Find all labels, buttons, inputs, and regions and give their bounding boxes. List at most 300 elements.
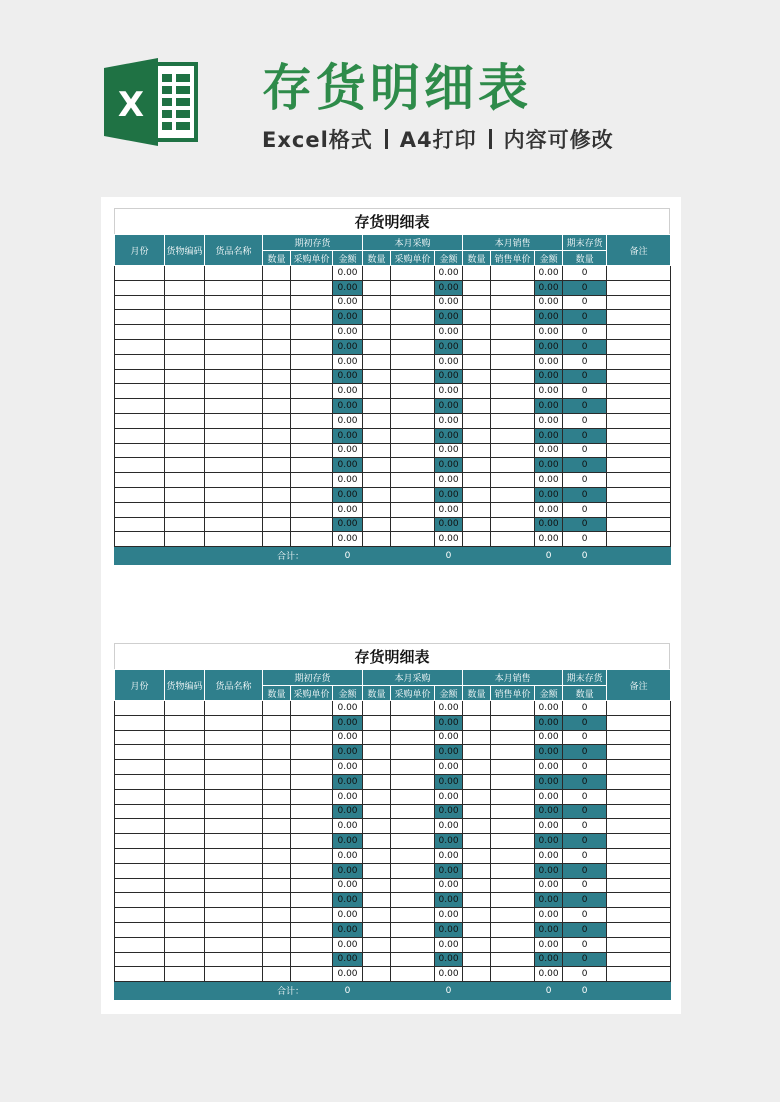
table-cell[interactable] bbox=[205, 325, 263, 340]
table-cell[interactable] bbox=[463, 502, 491, 517]
closing-qty-cell[interactable]: 0 bbox=[563, 428, 607, 443]
table-cell[interactable] bbox=[491, 280, 535, 295]
table-cell[interactable] bbox=[463, 848, 491, 863]
closing-qty-cell[interactable]: 0 bbox=[563, 517, 607, 532]
amount-cell[interactable]: 0.00 bbox=[435, 922, 463, 937]
table-cell[interactable] bbox=[363, 280, 391, 295]
table-cell[interactable] bbox=[291, 863, 333, 878]
table-cell[interactable] bbox=[291, 487, 333, 502]
table-cell[interactable] bbox=[491, 532, 535, 547]
table-cell[interactable] bbox=[291, 701, 333, 716]
table-cell[interactable] bbox=[115, 310, 165, 325]
table-cell[interactable] bbox=[391, 428, 435, 443]
table-cell[interactable] bbox=[291, 760, 333, 775]
amount-cell[interactable]: 0.00 bbox=[535, 893, 563, 908]
table-cell[interactable] bbox=[165, 893, 205, 908]
table-cell[interactable] bbox=[391, 745, 435, 760]
table-cell[interactable] bbox=[607, 819, 671, 834]
amount-cell[interactable]: 0.00 bbox=[535, 413, 563, 428]
amount-cell[interactable]: 0.00 bbox=[535, 369, 563, 384]
table-cell[interactable] bbox=[391, 280, 435, 295]
table-cell[interactable] bbox=[463, 834, 491, 849]
table-cell[interactable] bbox=[391, 487, 435, 502]
closing-qty-cell[interactable]: 0 bbox=[563, 473, 607, 488]
table-cell[interactable] bbox=[291, 266, 333, 281]
amount-cell[interactable]: 0.00 bbox=[333, 893, 363, 908]
table-cell[interactable] bbox=[363, 443, 391, 458]
closing-qty-cell[interactable]: 0 bbox=[563, 789, 607, 804]
table-cell[interactable] bbox=[115, 443, 165, 458]
table-cell[interactable] bbox=[263, 325, 291, 340]
table-cell[interactable] bbox=[291, 310, 333, 325]
table-cell[interactable] bbox=[205, 502, 263, 517]
closing-qty-cell[interactable]: 0 bbox=[563, 310, 607, 325]
amount-cell[interactable]: 0.00 bbox=[535, 428, 563, 443]
table-cell[interactable] bbox=[463, 715, 491, 730]
table-cell[interactable] bbox=[165, 428, 205, 443]
amount-cell[interactable]: 0.00 bbox=[333, 952, 363, 967]
table-cell[interactable] bbox=[463, 878, 491, 893]
table-cell[interactable] bbox=[463, 473, 491, 488]
closing-qty-cell[interactable]: 0 bbox=[563, 878, 607, 893]
table-cell[interactable] bbox=[363, 819, 391, 834]
table-cell[interactable] bbox=[205, 517, 263, 532]
table-cell[interactable] bbox=[491, 354, 535, 369]
table-cell[interactable] bbox=[291, 325, 333, 340]
table-cell[interactable] bbox=[291, 774, 333, 789]
table-cell[interactable] bbox=[165, 502, 205, 517]
table-cell[interactable] bbox=[205, 789, 263, 804]
table-cell[interactable] bbox=[363, 952, 391, 967]
amount-cell[interactable]: 0.00 bbox=[535, 848, 563, 863]
table-cell[interactable] bbox=[491, 908, 535, 923]
amount-cell[interactable]: 0.00 bbox=[535, 384, 563, 399]
table-cell[interactable] bbox=[363, 369, 391, 384]
table-cell[interactable] bbox=[363, 487, 391, 502]
table-cell[interactable] bbox=[463, 701, 491, 716]
table-cell[interactable] bbox=[607, 532, 671, 547]
amount-cell[interactable]: 0.00 bbox=[535, 863, 563, 878]
table-cell[interactable] bbox=[291, 428, 333, 443]
amount-cell[interactable]: 0.00 bbox=[435, 848, 463, 863]
table-cell[interactable] bbox=[391, 473, 435, 488]
amount-cell[interactable]: 0.00 bbox=[435, 339, 463, 354]
table-cell[interactable] bbox=[491, 384, 535, 399]
table-cell[interactable] bbox=[607, 502, 671, 517]
table-cell[interactable] bbox=[291, 413, 333, 428]
table-cell[interactable] bbox=[363, 774, 391, 789]
amount-cell[interactable]: 0.00 bbox=[435, 937, 463, 952]
table-cell[interactable] bbox=[165, 952, 205, 967]
table-cell[interactable] bbox=[165, 443, 205, 458]
amount-cell[interactable]: 0.00 bbox=[333, 413, 363, 428]
table-cell[interactable] bbox=[115, 937, 165, 952]
table-cell[interactable] bbox=[607, 774, 671, 789]
table-cell[interactable] bbox=[463, 310, 491, 325]
amount-cell[interactable]: 0.00 bbox=[333, 428, 363, 443]
amount-cell[interactable]: 0.00 bbox=[435, 384, 463, 399]
table-cell[interactable] bbox=[607, 339, 671, 354]
table-cell[interactable] bbox=[115, 922, 165, 937]
amount-cell[interactable]: 0.00 bbox=[333, 354, 363, 369]
table-cell[interactable] bbox=[607, 517, 671, 532]
table-cell[interactable] bbox=[363, 893, 391, 908]
amount-cell[interactable]: 0.00 bbox=[535, 789, 563, 804]
amount-cell[interactable]: 0.00 bbox=[435, 399, 463, 414]
table-cell[interactable] bbox=[607, 760, 671, 775]
table-cell[interactable] bbox=[463, 458, 491, 473]
table-cell[interactable] bbox=[205, 354, 263, 369]
amount-cell[interactable]: 0.00 bbox=[333, 819, 363, 834]
table-cell[interactable] bbox=[607, 487, 671, 502]
amount-cell[interactable]: 0.00 bbox=[333, 310, 363, 325]
table-cell[interactable] bbox=[115, 532, 165, 547]
table-cell[interactable] bbox=[463, 774, 491, 789]
table-cell[interactable] bbox=[291, 369, 333, 384]
table-cell[interactable] bbox=[263, 413, 291, 428]
table-cell[interactable] bbox=[263, 848, 291, 863]
table-cell[interactable] bbox=[205, 730, 263, 745]
amount-cell[interactable]: 0.00 bbox=[333, 517, 363, 532]
table-cell[interactable] bbox=[391, 413, 435, 428]
closing-qty-cell[interactable]: 0 bbox=[563, 819, 607, 834]
table-cell[interactable] bbox=[607, 354, 671, 369]
closing-qty-cell[interactable]: 0 bbox=[563, 266, 607, 281]
table-cell[interactable] bbox=[291, 295, 333, 310]
table-cell[interactable] bbox=[291, 834, 333, 849]
table-cell[interactable] bbox=[291, 878, 333, 893]
table-cell[interactable] bbox=[491, 266, 535, 281]
amount-cell[interactable]: 0.00 bbox=[535, 443, 563, 458]
table-cell[interactable] bbox=[205, 908, 263, 923]
amount-cell[interactable]: 0.00 bbox=[435, 487, 463, 502]
table-cell[interactable] bbox=[363, 458, 391, 473]
amount-cell[interactable]: 0.00 bbox=[435, 745, 463, 760]
table-cell[interactable] bbox=[115, 266, 165, 281]
amount-cell[interactable]: 0.00 bbox=[535, 295, 563, 310]
table-cell[interactable] bbox=[291, 384, 333, 399]
table-cell[interactable] bbox=[263, 922, 291, 937]
amount-cell[interactable]: 0.00 bbox=[333, 789, 363, 804]
closing-qty-cell[interactable]: 0 bbox=[563, 715, 607, 730]
table-cell[interactable] bbox=[607, 280, 671, 295]
table-cell[interactable] bbox=[291, 517, 333, 532]
table-cell[interactable] bbox=[491, 774, 535, 789]
table-cell[interactable] bbox=[291, 458, 333, 473]
table-cell[interactable] bbox=[263, 266, 291, 281]
table-cell[interactable] bbox=[115, 908, 165, 923]
table-cell[interactable] bbox=[607, 908, 671, 923]
table-cell[interactable] bbox=[391, 354, 435, 369]
table-cell[interactable] bbox=[391, 819, 435, 834]
table-cell[interactable] bbox=[291, 473, 333, 488]
table-cell[interactable] bbox=[205, 532, 263, 547]
amount-cell[interactable]: 0.00 bbox=[435, 369, 463, 384]
table-cell[interactable] bbox=[115, 413, 165, 428]
table-cell[interactable] bbox=[165, 354, 205, 369]
table-cell[interactable] bbox=[291, 502, 333, 517]
table-cell[interactable] bbox=[205, 458, 263, 473]
table-cell[interactable] bbox=[205, 760, 263, 775]
table-cell[interactable] bbox=[491, 952, 535, 967]
table-cell[interactable] bbox=[491, 413, 535, 428]
table-cell[interactable] bbox=[263, 908, 291, 923]
table-cell[interactable] bbox=[263, 715, 291, 730]
table-cell[interactable] bbox=[363, 715, 391, 730]
table-cell[interactable] bbox=[491, 893, 535, 908]
amount-cell[interactable]: 0.00 bbox=[333, 878, 363, 893]
table-cell[interactable] bbox=[463, 354, 491, 369]
table-cell[interactable] bbox=[165, 730, 205, 745]
table-cell[interactable] bbox=[263, 532, 291, 547]
table-cell[interactable] bbox=[391, 399, 435, 414]
table-cell[interactable] bbox=[165, 280, 205, 295]
table-cell[interactable] bbox=[463, 266, 491, 281]
table-cell[interactable] bbox=[115, 863, 165, 878]
table-cell[interactable] bbox=[115, 715, 165, 730]
table-cell[interactable] bbox=[363, 701, 391, 716]
amount-cell[interactable]: 0.00 bbox=[333, 848, 363, 863]
amount-cell[interactable]: 0.00 bbox=[435, 413, 463, 428]
table-cell[interactable] bbox=[363, 354, 391, 369]
closing-qty-cell[interactable]: 0 bbox=[563, 339, 607, 354]
table-cell[interactable] bbox=[463, 937, 491, 952]
amount-cell[interactable]: 0.00 bbox=[535, 310, 563, 325]
table-cell[interactable] bbox=[607, 715, 671, 730]
amount-cell[interactable]: 0.00 bbox=[333, 369, 363, 384]
closing-qty-cell[interactable]: 0 bbox=[563, 369, 607, 384]
table-cell[interactable] bbox=[391, 369, 435, 384]
table-cell[interactable] bbox=[363, 399, 391, 414]
table-cell[interactable] bbox=[391, 295, 435, 310]
closing-qty-cell[interactable]: 0 bbox=[563, 458, 607, 473]
table-cell[interactable] bbox=[165, 863, 205, 878]
table-cell[interactable] bbox=[463, 922, 491, 937]
table-cell[interactable] bbox=[391, 774, 435, 789]
amount-cell[interactable]: 0.00 bbox=[333, 967, 363, 982]
table-cell[interactable] bbox=[463, 804, 491, 819]
table-cell[interactable] bbox=[291, 715, 333, 730]
table-cell[interactable] bbox=[115, 384, 165, 399]
table-cell[interactable] bbox=[165, 266, 205, 281]
table-cell[interactable] bbox=[205, 487, 263, 502]
table-cell[interactable] bbox=[263, 893, 291, 908]
table-cell[interactable] bbox=[607, 937, 671, 952]
amount-cell[interactable]: 0.00 bbox=[535, 280, 563, 295]
table-cell[interactable] bbox=[391, 893, 435, 908]
closing-qty-cell[interactable]: 0 bbox=[563, 834, 607, 849]
amount-cell[interactable]: 0.00 bbox=[535, 458, 563, 473]
table-cell[interactable] bbox=[363, 804, 391, 819]
amount-cell[interactable]: 0.00 bbox=[535, 325, 563, 340]
amount-cell[interactable]: 0.00 bbox=[333, 443, 363, 458]
amount-cell[interactable]: 0.00 bbox=[535, 745, 563, 760]
table-cell[interactable] bbox=[607, 804, 671, 819]
table-cell[interactable] bbox=[165, 325, 205, 340]
table-cell[interactable] bbox=[607, 325, 671, 340]
amount-cell[interactable]: 0.00 bbox=[435, 443, 463, 458]
table-cell[interactable] bbox=[263, 952, 291, 967]
table-cell[interactable] bbox=[291, 443, 333, 458]
amount-cell[interactable]: 0.00 bbox=[435, 789, 463, 804]
amount-cell[interactable]: 0.00 bbox=[333, 715, 363, 730]
table-cell[interactable] bbox=[607, 878, 671, 893]
table-cell[interactable] bbox=[291, 908, 333, 923]
amount-cell[interactable]: 0.00 bbox=[435, 967, 463, 982]
table-cell[interactable] bbox=[263, 730, 291, 745]
table-cell[interactable] bbox=[363, 730, 391, 745]
table-cell[interactable] bbox=[363, 937, 391, 952]
closing-qty-cell[interactable]: 0 bbox=[563, 730, 607, 745]
table-cell[interactable] bbox=[607, 384, 671, 399]
table-cell[interactable] bbox=[491, 369, 535, 384]
closing-qty-cell[interactable]: 0 bbox=[563, 848, 607, 863]
closing-qty-cell[interactable]: 0 bbox=[563, 399, 607, 414]
table-cell[interactable] bbox=[607, 473, 671, 488]
table-cell[interactable] bbox=[391, 458, 435, 473]
closing-qty-cell[interactable]: 0 bbox=[563, 443, 607, 458]
table-cell[interactable] bbox=[463, 532, 491, 547]
amount-cell[interactable]: 0.00 bbox=[435, 473, 463, 488]
table-cell[interactable] bbox=[491, 922, 535, 937]
table-cell[interactable] bbox=[205, 834, 263, 849]
closing-qty-cell[interactable]: 0 bbox=[563, 863, 607, 878]
table-cell[interactable] bbox=[607, 893, 671, 908]
table-cell[interactable] bbox=[491, 487, 535, 502]
table-cell[interactable] bbox=[291, 937, 333, 952]
closing-qty-cell[interactable]: 0 bbox=[563, 532, 607, 547]
amount-cell[interactable]: 0.00 bbox=[435, 325, 463, 340]
table-cell[interactable] bbox=[291, 789, 333, 804]
table-cell[interactable] bbox=[491, 310, 535, 325]
table-cell[interactable] bbox=[263, 339, 291, 354]
amount-cell[interactable]: 0.00 bbox=[333, 325, 363, 340]
table-cell[interactable] bbox=[205, 384, 263, 399]
table-cell[interactable] bbox=[491, 789, 535, 804]
table-cell[interactable] bbox=[205, 310, 263, 325]
amount-cell[interactable]: 0.00 bbox=[435, 532, 463, 547]
table-cell[interactable] bbox=[115, 893, 165, 908]
table-cell[interactable] bbox=[115, 878, 165, 893]
table-cell[interactable] bbox=[263, 937, 291, 952]
amount-cell[interactable]: 0.00 bbox=[333, 834, 363, 849]
table-cell[interactable] bbox=[491, 878, 535, 893]
table-cell[interactable] bbox=[205, 819, 263, 834]
table-cell[interactable] bbox=[363, 384, 391, 399]
table-cell[interactable] bbox=[391, 443, 435, 458]
closing-qty-cell[interactable]: 0 bbox=[563, 701, 607, 716]
table-cell[interactable] bbox=[115, 487, 165, 502]
table-cell[interactable] bbox=[115, 848, 165, 863]
table-cell[interactable] bbox=[115, 354, 165, 369]
table-cell[interactable] bbox=[263, 473, 291, 488]
table-cell[interactable] bbox=[363, 413, 391, 428]
table-cell[interactable] bbox=[291, 848, 333, 863]
table-cell[interactable] bbox=[363, 967, 391, 982]
table-cell[interactable] bbox=[263, 384, 291, 399]
table-cell[interactable] bbox=[391, 517, 435, 532]
table-cell[interactable] bbox=[291, 804, 333, 819]
amount-cell[interactable]: 0.00 bbox=[435, 760, 463, 775]
table-cell[interactable] bbox=[363, 428, 391, 443]
table-cell[interactable] bbox=[391, 532, 435, 547]
table-cell[interactable] bbox=[263, 354, 291, 369]
table-cell[interactable] bbox=[263, 399, 291, 414]
table-cell[interactable] bbox=[491, 804, 535, 819]
amount-cell[interactable]: 0.00 bbox=[435, 878, 463, 893]
table-cell[interactable] bbox=[205, 774, 263, 789]
table-cell[interactable] bbox=[165, 937, 205, 952]
table-cell[interactable] bbox=[165, 715, 205, 730]
table-cell[interactable] bbox=[463, 863, 491, 878]
table-cell[interactable] bbox=[491, 967, 535, 982]
closing-qty-cell[interactable]: 0 bbox=[563, 354, 607, 369]
table-cell[interactable] bbox=[391, 760, 435, 775]
amount-cell[interactable]: 0.00 bbox=[333, 458, 363, 473]
table-cell[interactable] bbox=[291, 339, 333, 354]
table-cell[interactable] bbox=[205, 280, 263, 295]
table-cell[interactable] bbox=[491, 517, 535, 532]
table-cell[interactable] bbox=[115, 339, 165, 354]
amount-cell[interactable]: 0.00 bbox=[435, 310, 463, 325]
table-cell[interactable] bbox=[263, 369, 291, 384]
table-cell[interactable] bbox=[607, 443, 671, 458]
closing-qty-cell[interactable]: 0 bbox=[563, 295, 607, 310]
table-cell[interactable] bbox=[115, 819, 165, 834]
table-cell[interactable] bbox=[205, 413, 263, 428]
table-cell[interactable] bbox=[391, 715, 435, 730]
amount-cell[interactable]: 0.00 bbox=[435, 863, 463, 878]
table-cell[interactable] bbox=[363, 502, 391, 517]
amount-cell[interactable]: 0.00 bbox=[535, 952, 563, 967]
table-cell[interactable] bbox=[263, 967, 291, 982]
table-cell[interactable] bbox=[205, 266, 263, 281]
table-cell[interactable] bbox=[363, 473, 391, 488]
table-cell[interactable] bbox=[607, 730, 671, 745]
table-cell[interactable] bbox=[363, 295, 391, 310]
table-cell[interactable] bbox=[165, 745, 205, 760]
table-cell[interactable] bbox=[263, 310, 291, 325]
table-cell[interactable] bbox=[205, 369, 263, 384]
table-cell[interactable] bbox=[165, 384, 205, 399]
amount-cell[interactable]: 0.00 bbox=[333, 908, 363, 923]
amount-cell[interactable]: 0.00 bbox=[333, 937, 363, 952]
table-cell[interactable] bbox=[165, 532, 205, 547]
table-cell[interactable] bbox=[263, 760, 291, 775]
amount-cell[interactable]: 0.00 bbox=[535, 878, 563, 893]
amount-cell[interactable]: 0.00 bbox=[535, 532, 563, 547]
table-cell[interactable] bbox=[291, 354, 333, 369]
table-cell[interactable] bbox=[607, 413, 671, 428]
table-cell[interactable] bbox=[391, 922, 435, 937]
amount-cell[interactable]: 0.00 bbox=[435, 517, 463, 532]
amount-cell[interactable]: 0.00 bbox=[535, 819, 563, 834]
table-cell[interactable] bbox=[115, 399, 165, 414]
amount-cell[interactable]: 0.00 bbox=[535, 339, 563, 354]
amount-cell[interactable]: 0.00 bbox=[333, 701, 363, 716]
table-cell[interactable] bbox=[463, 908, 491, 923]
amount-cell[interactable]: 0.00 bbox=[535, 730, 563, 745]
table-cell[interactable] bbox=[607, 458, 671, 473]
table-cell[interactable] bbox=[115, 804, 165, 819]
table-cell[interactable] bbox=[165, 473, 205, 488]
table-cell[interactable] bbox=[607, 834, 671, 849]
closing-qty-cell[interactable]: 0 bbox=[563, 280, 607, 295]
amount-cell[interactable]: 0.00 bbox=[435, 701, 463, 716]
table-cell[interactable] bbox=[363, 834, 391, 849]
table-cell[interactable] bbox=[391, 701, 435, 716]
table-cell[interactable] bbox=[165, 399, 205, 414]
